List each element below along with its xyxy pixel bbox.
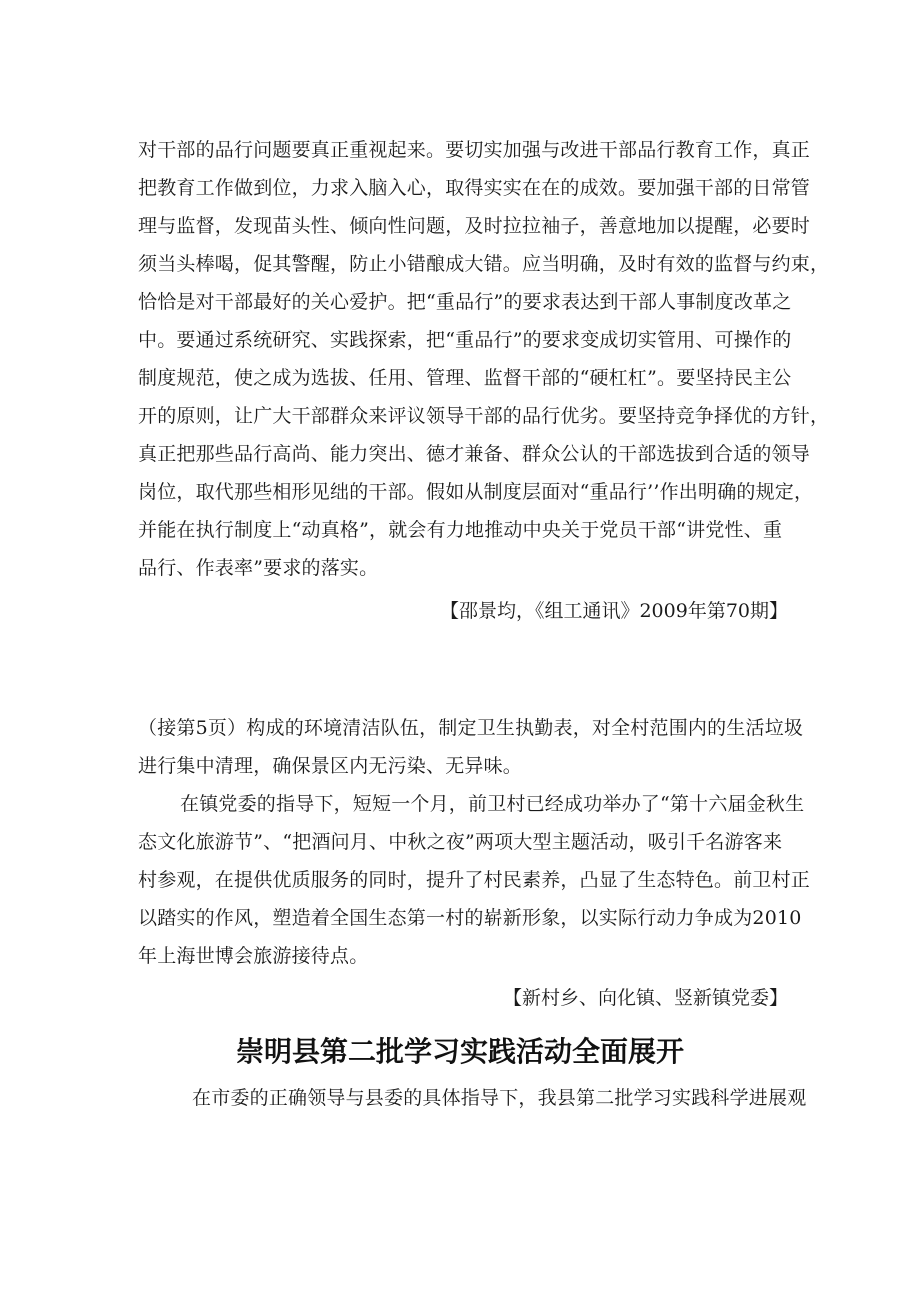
paragraph-line: 岗位，取代那些相形见绌的干部。假如从制度层面对“重品行’’作出明确的规定， bbox=[138, 481, 814, 503]
article-source: 【邵景均，《组工通讯》2009年第70期】 bbox=[439, 600, 788, 622]
article-title: 崇明县第二批学习实践活动全面展开 bbox=[235, 1035, 684, 1068]
paragraph-line: 进行集中清理，确保景区内无污染、无异味。 bbox=[138, 755, 523, 777]
paragraph-line: 开的原则，让广大干部群众来评议领导干部的品行优劣。要坚持竞争择优的方针， bbox=[138, 405, 830, 427]
paragraph-line: 中。要通过系统研究、实践探索，把“重品行”的要求变成切实管用、可操作的 bbox=[138, 329, 792, 351]
paragraph-line: 真正把那些品行高尚、能力突出、德才兼备、群众公认的干部选拔到合适的领导 bbox=[138, 443, 811, 465]
paragraph-line: 以踏实的作风，塑造着全国生态第一村的崭新形象，以实际行动力争成为2010 bbox=[138, 907, 802, 929]
paragraph-line: 品行、作表率”要求的落实。 bbox=[138, 557, 379, 579]
paragraph-line: 把教育工作做到位，力求入脑入心，取得实实在在的成效。要加强干部的日常管 bbox=[138, 177, 811, 199]
article-source: 【新村乡、向化镇、竖新镇党委】 bbox=[502, 987, 788, 1009]
paragraph-line: 在市委的正确领导与县委的具体指导下，我县第二批学习实践科学进展观 bbox=[192, 1087, 807, 1109]
paragraph-line: 制度规范，使之成为选拔、任用、管理、监督干部的“硬杠杠”。要坚持民主公 bbox=[138, 367, 792, 389]
paragraph-line: 对干部的品行问题要真正重视起来。要切实加强与改进干部品行教育工作，真正 bbox=[138, 139, 811, 161]
paragraph-line: 村参观，在提供优质服务的同时，提升了村民素养，凸显了生态特色。前卫村正 bbox=[138, 869, 811, 891]
paragraph-line: （接第5页）构成的环境清洁队伍，制定卫生执勤表，对全村范围内的生活垃圾 bbox=[138, 717, 804, 739]
paragraph-line: 并能在执行制度上“动真格”，就会有力地推动中央关于党员干部“讲党性、重 bbox=[138, 519, 783, 541]
paragraph-line: 恰恰是对干部最好的关心爱护。把“重品行”的要求表达到干部人事制度改革之 bbox=[138, 291, 792, 313]
paragraph-line: 年上海世博会旅游接待点。 bbox=[138, 945, 369, 967]
paragraph-line: 态文化旅游节”、“把酒问月、中秋之夜”两项大型主题活动，吸引千名游客来 bbox=[138, 831, 783, 853]
paragraph-line: 在镇党委的指导下，短短一个月，前卫村已经成功举办了“第十六届金秋生 bbox=[180, 793, 805, 815]
paragraph-line: 理与监督，发现苗头性、倾向性问题，及时拉拉袖子，善意地加以提醒，必要时 bbox=[138, 215, 811, 237]
paragraph-line: 须当头棒喝，促其警醒，防止小错酿成大错。应当明确，及时有效的监督与约束， bbox=[138, 253, 830, 275]
